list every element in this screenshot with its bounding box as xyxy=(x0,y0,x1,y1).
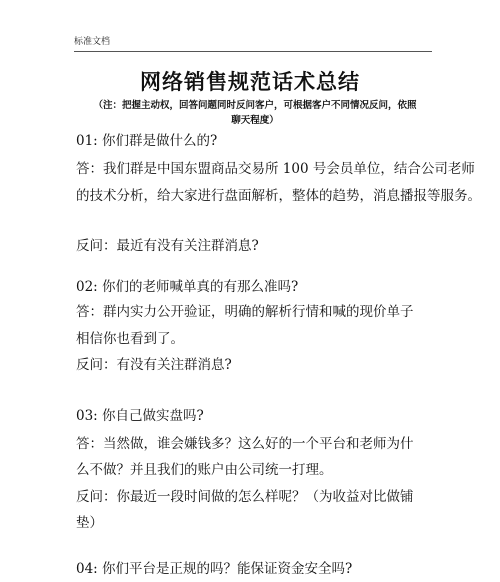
answer-3-line-2: 么不做？并且我们的账户由公司统一打理。 xyxy=(76,462,333,478)
header-divider xyxy=(74,51,432,52)
answer-2-line-1: 答：群内实力公开验证，明确的解析行情和喊的现价单子 xyxy=(76,304,414,320)
document-title: 网络销售规范话术总结 xyxy=(140,69,360,94)
subtitle-line-2: 聊天程度） xyxy=(231,115,279,126)
reverse-question-1: 反问：最近有没有关注群消息? xyxy=(76,238,259,254)
reverse-question-3-line-2: 垫） xyxy=(76,515,103,531)
answer-1-line-2: 的技术分析，给大家进行盘面解析，整体的趋势，消息播报等服务。 xyxy=(76,188,481,204)
question-2: 02: 你们的老师喊单真的有那么准吗? xyxy=(76,279,299,295)
header-label: 标准文档 xyxy=(74,37,111,47)
question-3: 03: 你自己做实盘吗? xyxy=(76,408,204,424)
reverse-question-2: 反问：有没有关注群消息? xyxy=(76,357,232,373)
answer-1-line-1: 答：我们群是中国东盟商品交易所 100 号会员单位，结合公司老师 xyxy=(76,161,475,177)
answer-2-line-2: 相信你也看到了。 xyxy=(76,331,184,347)
question-4-cut-off: 04: 你们平台是正规的吗？能保证资金安全吗? xyxy=(76,561,353,577)
reverse-question-3-line-1: 反问：你最近一段时间做的怎么样呢？（为收益对比做铺 xyxy=(76,489,414,505)
answer-3-line-1: 答：当然做，谁会嫌钱多？这么好的一个平台和老师为什 xyxy=(76,436,414,452)
subtitle-line-1: （注：把握主动权，回答问题同时反问客户，可根据客户不同情况反问，依照 xyxy=(93,100,417,111)
question-1: 01: 你们群是做什么的? xyxy=(76,133,218,149)
document-subtitle xyxy=(80,98,430,128)
